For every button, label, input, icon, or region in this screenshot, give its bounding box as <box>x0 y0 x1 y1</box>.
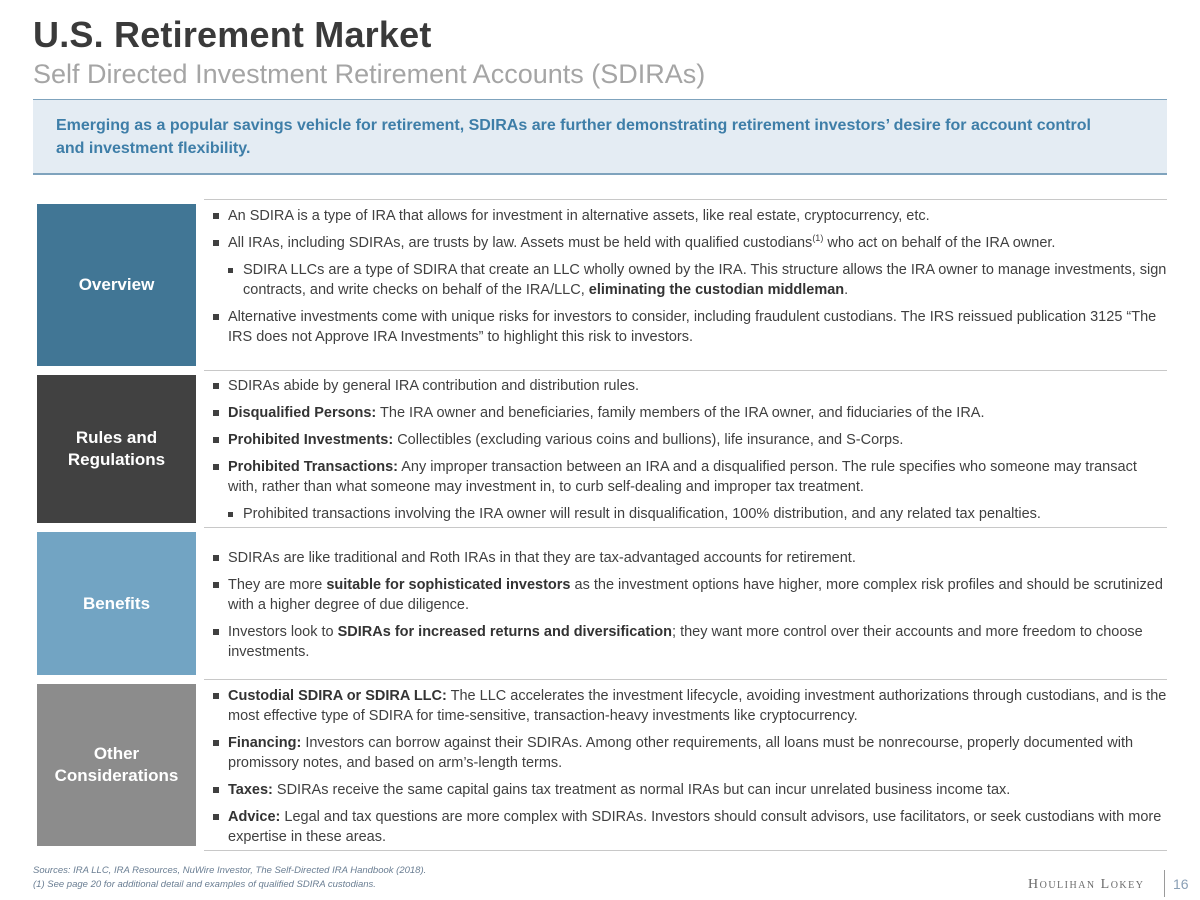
table-bottom-divider <box>204 850 1167 851</box>
bullet-item <box>204 780 1167 800</box>
bullet-emphasis: Custodial SDIRA or SDIRA LLC: <box>228 688 447 704</box>
bullet-text: Collectibles (excluding various coins and bullions), life insurance, and S-Corps. <box>393 432 904 448</box>
bullet-item <box>204 233 1167 253</box>
bullet-item <box>204 807 1167 847</box>
logo-divider <box>1164 870 1165 897</box>
summary-banner <box>33 99 1167 175</box>
bullet-text: who act on behalf of the IRA owner. <box>823 235 1056 251</box>
section-other <box>37 679 1167 846</box>
bullet-item: An SDIRA is a type of IRA that allows for investment in alternative assets, like real estate, cryptocurrency, etc. <box>204 206 1167 226</box>
page-title: U.S. Retirement Market <box>33 14 432 55</box>
bullet-item <box>204 430 1167 450</box>
bullet-item: SDIRAs are like traditional and Roth IRAs in that they are tax-advantaged accounts for retirement. <box>204 548 1167 568</box>
page-subtitle: Self Directed Investment Retirement Accounts (SDIRAs) <box>33 59 706 89</box>
sources-note: Sources: IRA LLC, IRA Resources, NuWire Investor, The Self-Directed IRA Handbook (2018). <box>33 865 427 876</box>
bullet-item <box>204 575 1167 615</box>
section-label-rules: Rules and Regulations <box>37 375 196 523</box>
bullet-emphasis: eliminating the custodian middleman <box>588 282 845 298</box>
bullet-text: Any improper transaction between an IRA and a disqualified person. The rule specifies who someone may transact with, rather than what someone may investment in, to curb self-dealing and improper tax treatment. <box>228 459 1137 495</box>
bullet-item: SDIRAs abide by general IRA contribution and distribution rules. <box>204 376 1167 396</box>
bullet-text: The LLC accelerates the investment lifecycle, avoiding investment authorizations through custodians, and is the most effective type of SDIRA for time-sensitive, transaction-heavy investments like cryptocurrency. <box>228 688 1167 724</box>
section-content-other <box>204 679 1167 854</box>
sub-bullet-item <box>204 260 1167 300</box>
bullet-item <box>204 622 1167 662</box>
bullet-item <box>204 686 1167 726</box>
section-benefits <box>37 527 1167 676</box>
section-rules <box>37 370 1167 523</box>
bullet-emphasis: SDIRAs for increased returns and diversification <box>337 624 673 640</box>
section-label-other: Other Considerations <box>37 684 196 846</box>
section-content-benefits <box>204 527 1167 669</box>
bullet-text: SDIRA LLCs are a type of SDIRA that create an LLC wholly owned by the IRA. This structure allows the IRA owner to manage investments, sign contracts, and write checks on behalf of the IRA/LLC, <box>243 262 1167 298</box>
page-number: 16 <box>1173 876 1189 892</box>
company-logo: Houlihan Lokey <box>1028 877 1145 892</box>
footnote-ref: (1) <box>812 233 824 244</box>
bullet-text: Investors look to <box>228 624 338 640</box>
bullet-item <box>204 457 1167 497</box>
bullet-text: All IRAs, including SDIRAs, are trusts by law. Assets must be held with qualified custodians <box>228 235 813 251</box>
bullet-emphasis: Advice: <box>228 809 281 825</box>
section-content-rules <box>204 370 1167 531</box>
bullet-item <box>204 733 1167 773</box>
bullet-text: ; they want more control over their accounts and more freedom to choose investments. <box>228 624 1143 660</box>
bullet-text: . <box>844 282 849 298</box>
bullet-item: Alternative investments come with unique risks for investors to consider, including fraudulent custodians. The IRS reissued publication 3125 “The IRS does not Approve IRA Investments” to highlight this risk to investors. <box>204 307 1167 347</box>
bullet-text: The IRA owner and beneficiaries, family members of the IRA owner, and fiduciaries of the IRA. <box>376 405 985 421</box>
section-content-overview <box>204 199 1167 354</box>
bullet-emphasis: Prohibited Transactions: <box>228 459 398 475</box>
bullet-text: as the investment options have higher, more complex risk profiles and should be scrutinized with a higher degree of due diligence. <box>228 577 1163 613</box>
bullet-emphasis: Taxes: <box>228 782 273 798</box>
bullet-emphasis: Prohibited Investments: <box>228 432 394 448</box>
banner-text: Emerging as a popular savings vehicle for retirement, SDIRAs are further demonstrating retirement investors’ desire for account control and investment flexibility. <box>56 117 1091 157</box>
bullet-emphasis: Financing: <box>228 735 302 751</box>
footnote-1: (1) See page 20 for additional detail and examples of qualified SDIRA custodians. <box>33 879 376 890</box>
bullet-text: Investors can borrow against their SDIRAs. Among other requirements, all loans must be nonrecourse, properly documented with promissory notes, and based on arm’s-length terms. <box>228 735 1134 771</box>
bullet-text: They are more <box>228 577 327 593</box>
bullet-text: Legal and tax questions are more complex with SDIRAs. Investors should consult advisors, use facilitators, or seek custodians with more expertise in these areas. <box>228 809 1162 845</box>
section-label-overview: Overview <box>37 204 196 366</box>
bullet-text: SDIRAs receive the same capital gains tax treatment as normal IRAs but can incur unrelated business income tax. <box>272 782 1011 798</box>
section-overview <box>37 199 1167 366</box>
bullet-item <box>204 403 1167 423</box>
bullet-emphasis: Disqualified Persons: <box>228 405 377 421</box>
section-label-benefits: Benefits <box>37 532 196 675</box>
sub-bullet-item: Prohibited transactions involving the IRA owner will result in disqualification, 100% distribution, and any related tax penalties. <box>204 504 1167 524</box>
bullet-emphasis: suitable for sophisticated investors <box>326 577 571 593</box>
